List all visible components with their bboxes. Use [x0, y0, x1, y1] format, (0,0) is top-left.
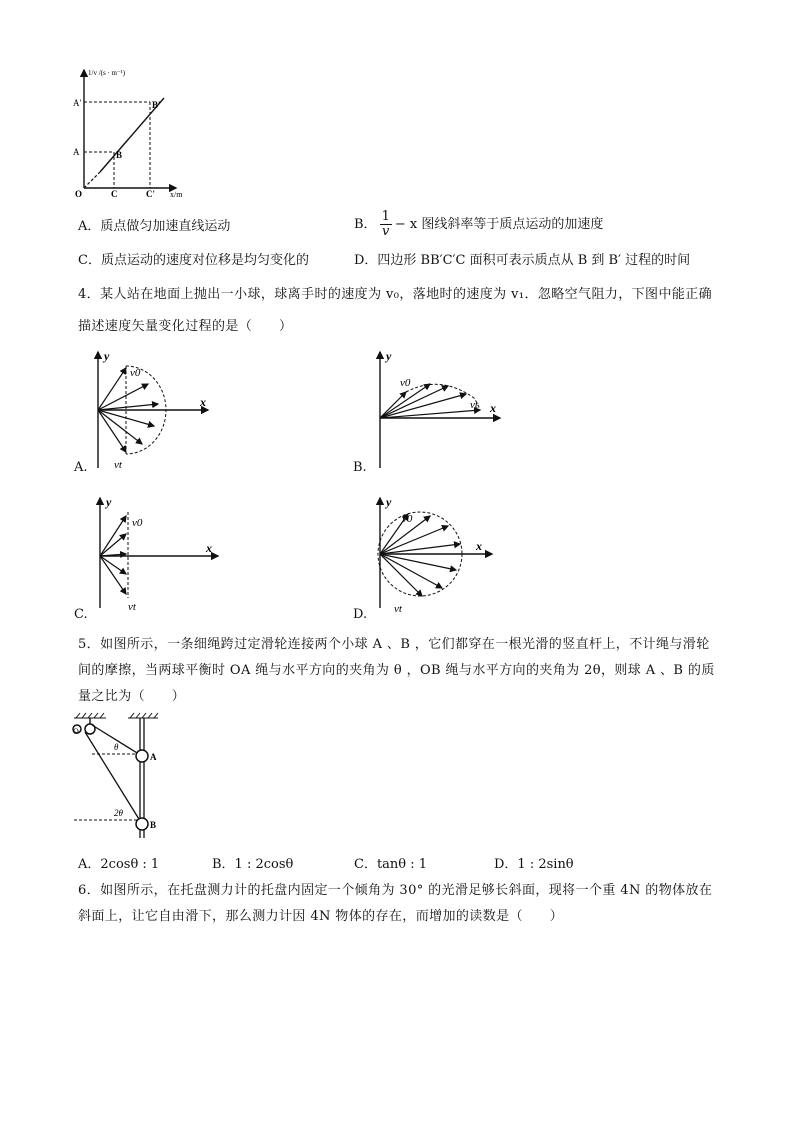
q4-figure-c	[88, 494, 228, 614]
q5-pulley-figure	[70, 712, 160, 844]
label-two-theta: 2θ	[114, 808, 123, 818]
q6-stem-line2: 斜面上，让它自由滑下，那么测力计因 4N 物体的存在，而增加的读数是（ ）	[78, 909, 564, 924]
x-axis-label: x/m	[170, 190, 183, 199]
q3-option-b-prefix: B．	[354, 216, 377, 232]
label-c-prime: C'	[146, 189, 155, 199]
label-o: O	[75, 189, 83, 199]
q5-option-d: D．1 : 2sinθ	[494, 857, 574, 872]
q4-stem-line1: 4．某人站在地面上抛出一小球，球离手时的速度为 v₀，落地时的速度为 v₁．忽略空气阻力，下图中能正确	[78, 287, 713, 302]
label-o: O	[73, 727, 79, 736]
vt-label: vt	[394, 603, 402, 614]
q3-option-b-fraction	[380, 210, 392, 239]
q4-figure-d	[368, 494, 508, 614]
q4-stem-line2: 描述速度矢量变化过程的是（ ）	[78, 319, 293, 334]
velocity-arrows	[380, 384, 480, 418]
vt-label: vt	[114, 459, 122, 471]
x-label: x	[476, 539, 482, 553]
label-b: B	[116, 150, 123, 160]
v0-label: v0	[132, 517, 143, 529]
label-c: C	[111, 189, 118, 199]
y-label: y	[106, 495, 112, 509]
velocity-arrows	[380, 514, 460, 596]
inverse-velocity-displacement-graph	[70, 62, 210, 202]
q3-option-b-text: − x 图线斜率等于质点运动的加速度	[394, 216, 604, 232]
q4-figure-b-label: B.	[353, 460, 367, 475]
q5-option-c: C．tanθ : 1	[354, 857, 428, 872]
q5-stem-line1: 5．如图所示，一条细绳跨过定滑轮连接两个小球 A 、B ，它们都穿在一根光滑的竖直杆上，不计绳与滑轮	[78, 637, 710, 652]
q5-stem-line2: 间的摩擦，当两球平衡时 OA 绳与水平方向的夹角为 θ ，OB 绳与水平方向的夹角为 2θ，则球 A 、B 的质	[78, 663, 715, 678]
q3-option-a: A．质点做匀加速直线运动	[78, 219, 231, 234]
velocity-arrows	[100, 516, 126, 594]
q3-option-c: C．质点运动的速度对位移是均匀变化的	[78, 253, 309, 268]
graph-line-dashed	[84, 172, 100, 188]
y-label: y	[104, 349, 110, 363]
q5-option-b: B．1 : 2cosθ	[212, 857, 294, 872]
v0-label: v0	[130, 367, 141, 379]
label-a: A	[150, 752, 157, 762]
q4-figure-c-label: C.	[74, 607, 88, 622]
ball-a	[136, 750, 148, 762]
y-label: y	[386, 495, 392, 509]
q4-figure-a-label: A.	[74, 460, 88, 475]
ball-b	[136, 818, 148, 830]
q4-figure-b	[370, 346, 510, 476]
x-label: x	[206, 541, 212, 555]
q4-figure-a	[86, 346, 226, 476]
label-a-prime: A'	[73, 98, 82, 108]
label-a: A	[73, 147, 80, 157]
v0-label: v0	[402, 513, 413, 525]
x-label: x	[490, 401, 496, 415]
y-label: y	[386, 349, 392, 363]
vt-label: vt	[128, 601, 136, 613]
x-label: x	[200, 395, 206, 409]
fraction-numerator: 1	[381, 209, 390, 224]
q4-figure-d-label: D.	[353, 607, 368, 622]
label-theta: θ	[114, 742, 119, 752]
label-b-prime: B'	[152, 100, 161, 110]
q6-stem-line1: 6．如图所示，在托盘测力计的托盘内固定一个倾角为 30° 的光滑足够长斜面，现将一个重 4N 的物体放在	[78, 883, 713, 898]
label-b: B	[150, 820, 157, 830]
y-axis-label: 1/v /(s · m⁻¹)	[88, 69, 126, 77]
q5-stem-line3: 量之比为（ ）	[78, 689, 186, 704]
fraction-denominator: v	[382, 224, 390, 239]
v0-label: v0	[400, 377, 411, 389]
ceiling-hatching	[74, 713, 158, 718]
q3-option-b	[354, 210, 603, 239]
q3-option-d: D．四边形 BB′C′C 面积可表示质点从 B 到 B′ 过程的时间	[354, 253, 691, 268]
q5-option-a: A．2cosθ : 1	[78, 857, 160, 872]
vt-label: vt	[470, 399, 478, 411]
